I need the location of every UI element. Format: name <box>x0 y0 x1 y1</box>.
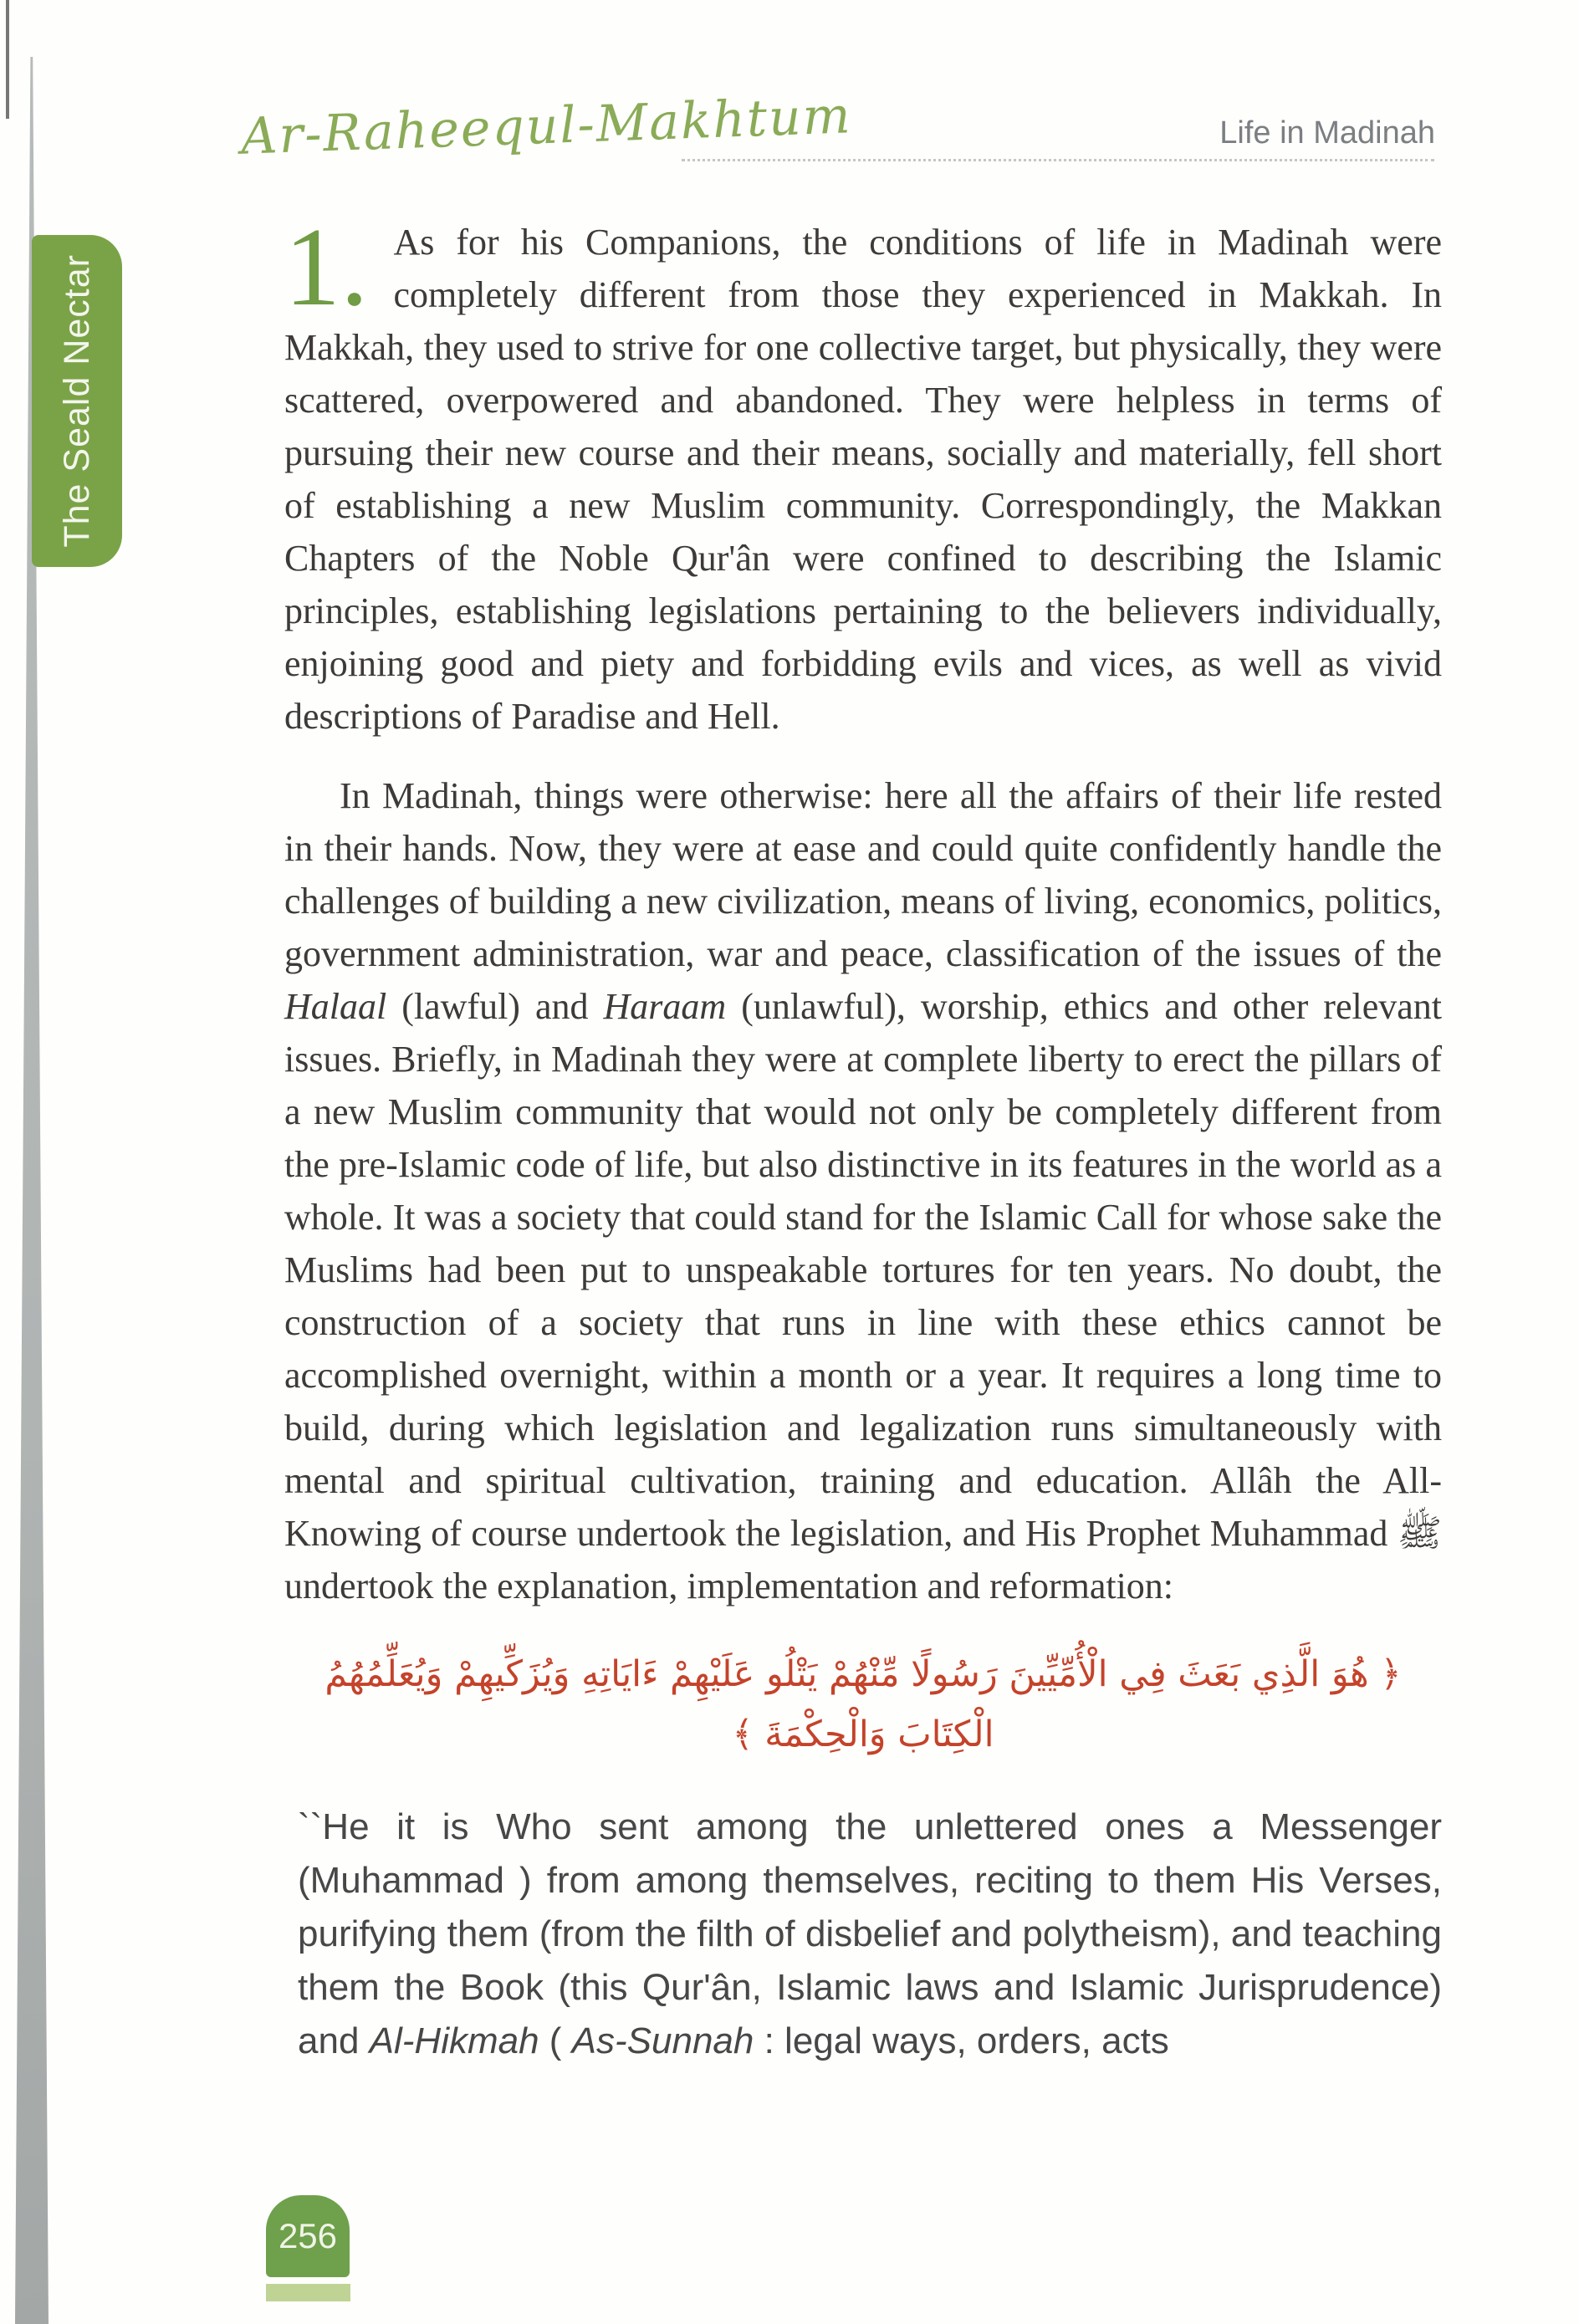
paragraph-2: In Madinah, things were otherwise: here all the affairs of their life rested in their hands. Now, they were at ease and could quite confidently handle the challenges of building a new civilization, means of living, economics, politics, government administration, war and peace, classification of the issues of the Halaal (lawful) and Haraam (unlawful), worship, ethics and other relevant issues. Briefly, in Madinah they were at complete liberty to erect the pillars of a new Muslim community that would not only be completely different from the pre-Islamic code of life, but also distinctive in its features in the world as a whole. It was a society that could stand for the Islamic Call for whose sake the Muslims had been put to unspeakable tortures for ten years. No doubt, the construction of a society that runs in line with these ethics cannot be accomplished overnight, within a month or a year. It requires a long time to build, during which legislation and legalization runs simultaneously with mental and spiritual cultivation, training and education. Allâh the All-Knowing of course undertook the legislation, and His Prophet Muhammad ﷺ undertook the explanation, implementation and reformation: <box>284 775 1442 1606</box>
page-body-text <box>284 205 1442 2068</box>
paragraph-1-text: As for his Companions, the conditions of life in Madinah were completely different from those they experienced in Makkah. In Makkah, they used to strive for one collective target, but physically, they were scattered, overpowered and abandoned. They were helpless in terms of pursuing their new course and their means, socially and materially, fell short of establishing a new Muslim community. Correspondingly, the Makkan Chapters of the Noble Qur'ân were confined to describing the Islamic principles, establishing legislations pertaining to the believers individually, enjoining good and piety and forbidding evils and vices, as well as vivid descriptions of Paradise and Hell. <box>284 222 1442 737</box>
scan-corner-artifact <box>6 0 9 119</box>
list-number-dropcap: 1. <box>284 205 369 329</box>
side-tab-label: The Seald Nectar <box>56 254 97 548</box>
page-number: 256 <box>278 2216 338 2255</box>
verse-translation: ``He it is Who sent among the unlettered ones a Messenger (Muhammad ) from among themselves, reciting to them His Verses, purifying them (from the filth of disbelief and polytheism), and teaching them the Book (this Qur'ân, Islamic laws and Islamic Jurisprudence) and Al-Hikmah ( As-Sunnah : legal ways, orders, acts <box>298 1806 1442 2061</box>
page-number-underline <box>266 2284 350 2301</box>
quran-verse-arabic: ﴿ هُوَ الَّذِي بَعَثَ فِي الْأُمِّيِّينَ رَسُولًا مِّنْهُمْ يَتْلُو عَلَيْهِمْ ءَايَاتِهِ وَيُزَكِّيهِمْ وَيُعَلِّمُهُمُ الْكِتَابَ وَالْحِكْمَةَ ﴾ <box>324 1653 1402 1755</box>
running-header-section-title: Life in Madinah <box>1219 115 1435 151</box>
paragraph-1 <box>284 205 1442 743</box>
page-number-badge <box>266 2195 350 2277</box>
side-tab-the-sealed-nectar <box>32 235 122 567</box>
book-title-calligraphy: Ar-Raheequl-Makhtum <box>240 86 853 166</box>
